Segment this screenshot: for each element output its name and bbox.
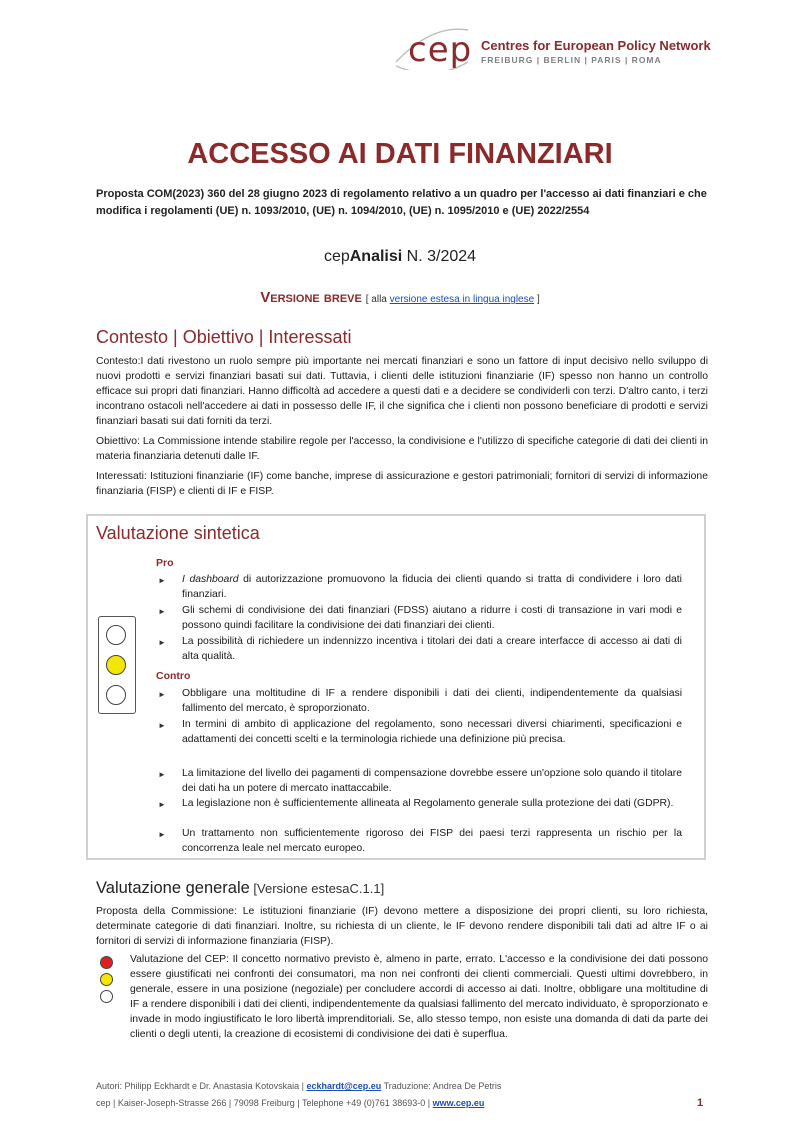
- context-heading: Contesto | Obiettivo | Interessati: [96, 327, 352, 347]
- context-paragraph: Contesto:I dati rivestono un ruolo sempre più importante nei mercati finanziari e sono un fattore di input decisivo nello sviluppo di nuovi prodotti e servizi finanziari basati sui dati. Tuttavia, i clienti delle istituzioni finanziarie (IF) spesso non hanno un controllo efficace sui propri dati finanziari. Hanno difficoltà ad accedere a questi dati e a decidere se condividerli con terzi. D'altro canto, i terzi incontrano ostacoli nell'accedere ai dati in possesso delle IF, il che significa che i clienti non possono beneficiare di prodotti e servizi finanziari basati sui dati forniti da terzi.: [96, 356, 708, 427]
- bullet-arrow-icon: ►: [158, 830, 166, 839]
- cep-logo-word: cep: [408, 30, 473, 70]
- pro-label: Pro: [156, 557, 174, 569]
- lamp-top-lit: [100, 956, 113, 969]
- commission-proposal-paragraph: Proposta della Commissione: Le istituzioni finanziarie (IF) devono mettere a disposizione dei propri clienti, su loro richiesta, determinate categorie di dati finanziari. Inoltre, su richiesta di un cliente, le IF devono rendere disponibili tali dati ad altre IF o ai fornitori di servizi di informazione finanziaria (FISP).: [96, 906, 709, 947]
- org-cities: FREIBURG | BERLIN | PARIS | ROMA: [481, 55, 662, 65]
- summary-bullets: ► I dashboard di autorizzazione promuovono la fiducia dei clienti quando si tratta di condividere i loro dati finanziari. ► Gli schemi di condivisione dei dati finanziari (FDSS) aiutano a ridurre i costi di transazione in vari modi e possono quindi facilitare la condivisione dei dati finanziari dei clienti. ► La possibilità di richiedere un indennizzo incentiva i titolari dei dati a creare interfacce di accesso ai dati di alta qualità. Contro ► Obbligare una moltitudine di IF a rendere disponibili i dati dei clienti, indipendentemente da qualsiasi fallimento del mercato, è sproporzionato. ► In termini di ambito di applicazione del regolamento, sono necessari diversi chiarimenti, specificazioni e adattamenti dei concetti scelti e la terminologia richiede una definizione più precisa. ► La limitazione del livello dei pagamenti di compensazione dovrebbe essere un'opzione solo quando il titolare dei dati ha un potere di mercato inattaccabile. ► La legislazione non è sufficientemente allineata al Regolamento generale sulla protezione dei dati (GDPR). ► Un trattamento non sufficientemente rigoroso dei FISP dei paesi terzi rappresenta un rischio per la concorrenza leale nel mercato europeo.: [156, 574, 682, 854]
- bullet-arrow-icon: ►: [158, 638, 166, 647]
- summary-heading: Valutazione sintetica: [96, 523, 260, 543]
- bullet-arrow-icon: ►: [158, 690, 166, 699]
- bullet-arrow-icon: ►: [158, 607, 166, 616]
- cep-assessment-paragraph: Valutazione del CEP: Il concetto normativo previsto è, almeno in parte, errato. L'accesso e la condivisione dei dati possono essere giustificati nei confronti dei consumatori, ma non nei confronti dei clienti commerciali. Questi ultimi dovrebbero, in generale, essere in una posizione (negoziale) per concludere accordi di accesso ai dati. Inoltre, obbligare una moltitudine di IF a rendere disponibili i dati dei clienti, indipendentemente da qualsiasi fallimento del mercato individuato, è sproporzionato e invade in modo ingiustificato le loro libertà imprenditoriali. Se, allo stesso tempo, non esiste una domanda di dati da parte dei clienti o degli utenti, la creazione di ecosistemi di condivisione dei dati è superflua.: [130, 954, 708, 1040]
- stakeholders-paragraph: Interessati: Istituzioni finanziarie (IF) come banche, imprese di assicurazione e gestori patrimoniali; fornitori di servizi di informazione finanziaria (FISP) e clienti di IF e FISP.: [96, 471, 708, 497]
- bullet-arrow-icon: ►: [158, 721, 166, 730]
- page-number: 1: [697, 1097, 704, 1109]
- bullet-arrow-icon: ►: [158, 576, 166, 585]
- analysis-number: cepAnalisi N. 3/2024: [323, 248, 477, 265]
- general-heading: Valutazione generale [Versione estesaC.1.1]: [96, 879, 385, 897]
- contra-label: Contro: [156, 670, 191, 682]
- objective-paragraph: Obiettivo: La Commissione intende stabilire regole per l'accesso, la condivisione e l'utilizzo di specifiche categorie di dati dei clienti in materia finanziaria detenuti dalle IF.: [96, 436, 708, 462]
- long-version-link[interactable]: versione estesa in lingua inglese: [389, 294, 535, 305]
- org-name: Centres for European Policy Network: [481, 38, 711, 53]
- version-label: Versione breve: [260, 289, 362, 306]
- traffic-light-yellow-icon: [98, 616, 136, 714]
- lamp-top: [106, 625, 126, 645]
- document-title: ACCESSO AI DATI FINANZIARI: [187, 138, 613, 170]
- footer-authors: Autori: Philipp Eckhardt e Dr. Anastasia Kotovskaia | eckhardt@cep.eu Traduzione: Andrea De Petris: [96, 1081, 502, 1091]
- website-link[interactable]: www.cep.eu: [432, 1098, 485, 1108]
- document-subtitle: Proposta COM(2023) 360 del 28 giugno 2023 di regolamento relativo a un quadro per l'accesso ai dati finanziari e che modifica i regolamenti (UE) n. 1093/2010, (UE) n. 1094/2010, (UE) n. 1095/2010 e (UE) 2022/2554: [96, 188, 707, 217]
- bullet-arrow-icon: ►: [158, 770, 166, 779]
- traffic-light-red-icon: [96, 953, 120, 1008]
- footer-address: cep | Kaiser-Joseph-Strasse 266 | 79098 Freiburg | Telephone +49 (0)761 38693-0 | www.cep.eu: [96, 1098, 485, 1108]
- version-line: Versione breve [ alla versione estesa in lingua inglese ]: [260, 289, 540, 306]
- bullet-arrow-icon: ►: [158, 800, 166, 809]
- lamp-middle-lit: [106, 655, 126, 675]
- lamp-middle-lit: [100, 973, 113, 986]
- author-email-link[interactable]: eckhardt@cep.eu: [306, 1081, 382, 1091]
- lamp-bottom: [106, 685, 126, 705]
- lamp-bottom: [100, 990, 113, 1003]
